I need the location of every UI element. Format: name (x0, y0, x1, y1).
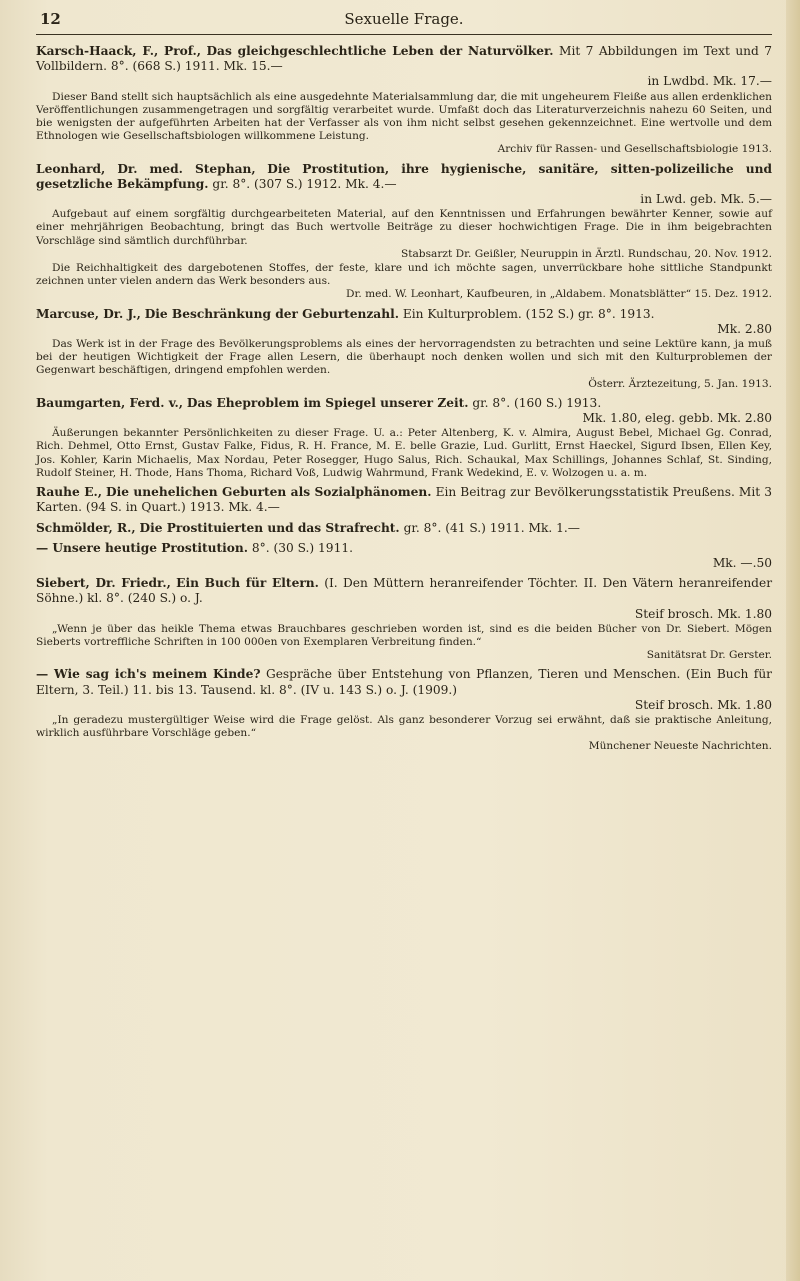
book-details: gr. 8°. (41 S.) 1911. Mk. 1.— (403, 520, 580, 535)
review-source: Dr. med. W. Leonhart, Kaufbeuren, in „Aldabem. Monatsblätter“ 15. Dez. 1912. (346, 288, 772, 301)
book-title: Die unehelichen Geburten als Sozialphänomen. (106, 485, 432, 500)
bibliography-entry (36, 541, 772, 571)
book-details: gr. 8°. 1913. (578, 306, 655, 321)
entry-heading (36, 576, 772, 622)
header-rule (36, 34, 772, 35)
book-price: Steif brosch. Mk. 1.80 (634, 606, 772, 621)
review-source: Österr. Ärztezeitung, 5. Jan. 1913. (588, 377, 772, 390)
book-title: Ein Buch für Eltern. (176, 576, 319, 591)
author-name: Marcuse, Dr. J., (36, 306, 141, 321)
book-subtitle: (I. Den Müttern heranreifender Töchter. II. Den Vätern heranreifender Söhne.) (36, 576, 773, 606)
book-details: 8°. (30 S.) 1911. (251, 540, 353, 555)
entry-heading (36, 541, 772, 571)
author-name: Karsch-Haack, F., Prof., (36, 44, 202, 58)
review-text: Aufgebaut auf einem sorgfältig durchgearbeiteten Material, auf den Kenntnissen und Erfahrungen bewährter Kenner, sowie auf einer mehrjährigen Beobachtung, bringt das Buch wertvolle Beiträge zu dieser hochwichtigen Frage. Die in ihm beigebrachten Vorschläge sind sämtlich durchführbar. (36, 208, 772, 247)
bibliography-entry (36, 667, 772, 753)
author-name: Leonhard, Dr. med. Stephan, (36, 161, 256, 176)
book-price: Mk. —.50 (712, 555, 772, 570)
bibliography-entry (36, 521, 772, 536)
book-details: (IV u. 143 S.) o. J. (1909.) (300, 682, 458, 697)
review-text: „In geradezu mustergültiger Weise wird die Frage gelöst. Als ganz besonderer Vorzug sei erwähnt, daß sie praktische Anleitung, wirklich ausführbare Vorschläge geben.“ (36, 713, 772, 740)
book-title: Das gleichgeschlechtliche Leben der Naturvölker. (206, 44, 554, 58)
bibliography-entry (36, 162, 772, 302)
book-title: Die Prostitution, ihre hygienische, sanitäre, sitten-polizeiliche und gesetzliche Bekämpfung. (36, 161, 772, 191)
entry-heading (36, 307, 772, 337)
page-edge (786, 0, 800, 1281)
entry-heading (36, 521, 772, 536)
running-title: Sexuelle Frage. (344, 10, 464, 28)
book-details-binding: in Lwd. geb. Mk. 5.— (640, 192, 772, 207)
book-details-binding: in Lwdbd. Mk. 17.— (647, 74, 772, 89)
bibliography-entry (36, 307, 772, 391)
entry-heading (36, 162, 772, 208)
author-name: Rauhe E., (36, 485, 102, 500)
book-subtitle: Ein Beitrag zur Bevölkerungsstatistik Preußens. (435, 485, 735, 500)
review-text: Dieser Band stellt sich hauptsächlich als eine ausgedehnte Materialsammlung dar, die mit ungeheurem Fleiße aus allen erdenklichen Veröffentlichungen zusammengetragen und sorgfältig verarbeitet wurde. Umfaßt doch das Literaturverzeichnis nahezu 60 Seiten, und bie wenigsten der aufgeführten Arbeiten hat der Verfasser als von ihm nicht selbst gesehen gekennzeichnet. Eine wertvolle und dem Ethnologen wie Gesellschaftsbiologen willkommene Leistung. (36, 90, 772, 143)
book-details: Mit 7 Abbildungen im Text und 7 Vollbildern. 8°. (668 S.) 1911. Mk. 15.— (36, 44, 773, 74)
book-price: Steif brosch. Mk. 1.80 (634, 697, 772, 712)
entry-heading (36, 485, 772, 515)
book-details: gr. 8°. (160 S.) (472, 395, 563, 410)
review-source: Stabsarzt Dr. Geißler, Neuruppin in Ärztl. Rundschau, 20. Nov. 1912. (400, 247, 772, 260)
review-source: Archiv für Rassen- und Gesellschaftsbiologie 1913. (497, 143, 772, 156)
entry-heading (36, 44, 772, 90)
book-details: kl. 8°. (240 S.) o. J. (87, 591, 203, 606)
bibliography-entry (36, 576, 772, 662)
bibliography-entry (36, 44, 772, 157)
book-details: gr. 8°. (307 S.) 1912. Mk. 4.— (212, 176, 397, 191)
review-text: Äußerungen bekannter Persönlichkeiten zu dieser Frage. U. a.: Peter Altenberg, K. v. Almira, August Bebel, Michael Gg. Conrad, Rich. Dehmel, Otto Ernst, Gustav Falke, Fidus, R. H. France, M. E. belle Grazie, Lud. Gurlitt, Ernst Haeckel, Sigurd Ibsen, Ellen Key, Jos. Kohler, Karin Michaelis, Max Nordau, Peter Rosegger, Hugo Salus, Rich. Schaukal, Max Schillings, Johannes Schlaf, St. Sinding, Rudolf Steiner, H. Thode, Hans Thoma, Richard Voß, Ludwig Wahrmund, Frank Wedekind, E. v. Wolzogen u. a. m. (36, 427, 772, 479)
bibliography-entry (36, 485, 772, 515)
book-details: Mit 3 Karten. (94 S. in Quart.) 1913. Mk. 4.— (36, 485, 772, 515)
book-title: Die Prostituierten und das Strafrecht. (139, 520, 400, 535)
book-title: — Wie sag ich's meinem Kinde? (36, 667, 261, 682)
book-subtitle: Ein Kulturproblem. (152 S.) (402, 306, 575, 321)
book-price: Mk. 1.80, eleg. gebb. Mk. 2.80 (582, 411, 772, 426)
bibliography-list (36, 44, 772, 759)
page-number: 12 (40, 10, 61, 28)
book-year: 1913. (566, 395, 602, 410)
author-name: Siebert, Dr. Friedr., (36, 576, 171, 591)
review-text: „Wenn je über das heikle Thema etwas Brauchbares geschrieben worden ist, sind es die beiden Bücher von Dr. Siebert. Mögen Sieberts vortreffliche Schriften in 100 000en von Exemplaren Verbreitung finden.“ (36, 622, 772, 648)
book-title: Das Eheproblem im Spiegel unserer Zeit. (186, 395, 469, 410)
review-text: Das Werk ist in der Frage des Bevölkerungsproblems als eines der hervorragendsten zu betrachten und seine Lektüre kann, ja muß bei der heutigen Wichtigkeit der Frage allen Lesern, die überhaupt noch denken wollen und sich mit den Kulturproblemen der Gegenwart beschäftigen, dringend empfohlen werden. (36, 338, 772, 377)
review-text: Die Reichhaltigkeit des dargebotenen Stoffes, der feste, klare und ich möchte sagen, unverrückbare hohe sittliche Standpunkt zeichnen unter vielen andern das Werk besonders aus. (36, 262, 772, 288)
book-subtitle: Gespräche über Entstehung von Pflanzen, Tieren und Menschen. (Ein Buch für Eltern, 3. Teil.) 11. bis 13. Tausend. kl. 8°. (36, 667, 772, 697)
page-header (36, 4, 772, 32)
entry-heading (36, 396, 772, 426)
bibliography-entry (36, 396, 772, 480)
book-price: Mk. 2.80 (717, 321, 772, 336)
book-title: — Unsere heutige Prostitution. (36, 540, 249, 555)
review-source: Münchener Neueste Nachrichten. (588, 740, 772, 753)
review-source: Sanitätsrat Dr. Gerster. (646, 649, 772, 662)
book-title: Die Beschränkung der Geburtenzahl. (144, 306, 399, 321)
author-name: Baumgarten, Ferd. v., (36, 395, 184, 410)
entry-heading (36, 667, 772, 713)
author-name: Schmölder, R., (36, 520, 136, 535)
